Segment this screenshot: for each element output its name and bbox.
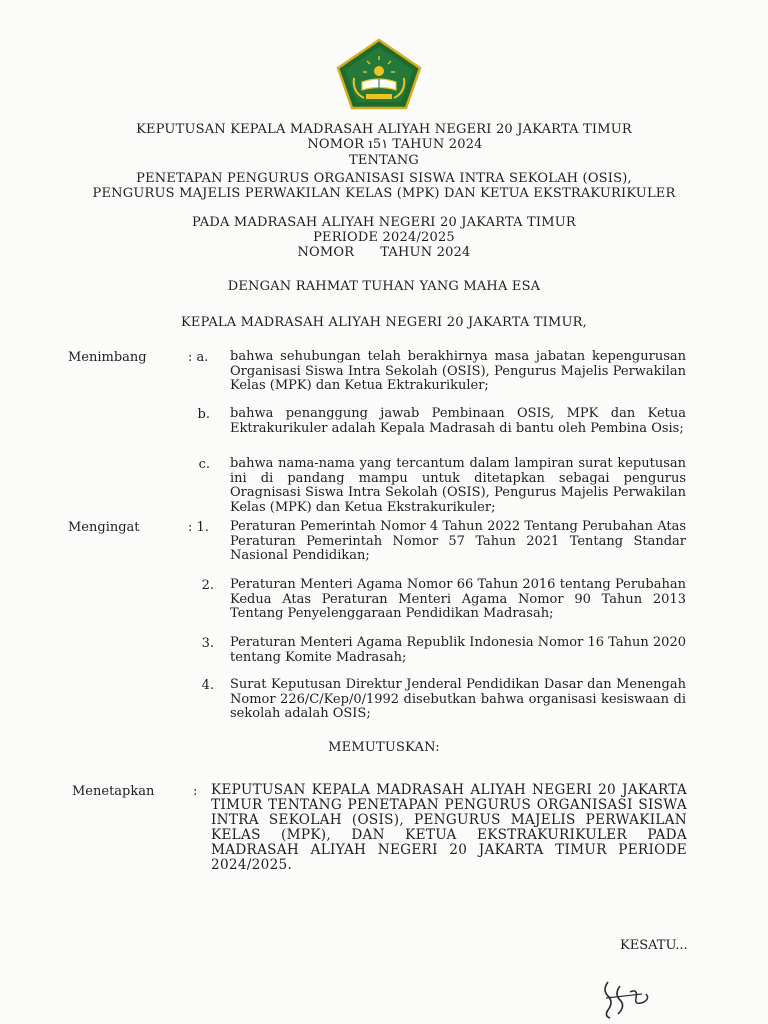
memutuskan-heading: MEMUTUSKAN: [328,740,440,755]
mengingat-marker-4: 4. [201,678,214,693]
number-line: NOMOR ı5١ TAHUN 2024 [307,137,483,152]
kemenag-emblem-icon [334,38,424,110]
subject-line-1: PENETAPAN PENGURUS ORGANISASI SISWA INTRA SEKOLAH (OSIS), [136,171,632,186]
mengingat-marker-3: 3. [201,636,214,651]
continuation-marker: KESATU... [620,938,688,953]
menimbang-item-a: bahwa sehubungan telah berakhirnya masa jabatan kepengurusan Organisasi Siswa Intra Sekolah (OSIS), Pengurus Majelis Perwakilan Kelas (MPK) dan Ketua Ektrakurikuler; [230,349,686,394]
institution-line: PADA MADRASAH ALIYAH NEGERI 20 JAKARTA TIMUR [192,215,576,230]
subject-line-2: PENGURUS MAJELIS PERWAKILAN KELAS (MPK) DAN KETUA EKSTRAKURIKULER [92,186,676,201]
authority-line: KEPALA MADRASAH ALIYAH NEGERI 20 JAKARTA TIMUR, [180,315,588,330]
menetapkan-text: KEPUTUSAN KEPALA MADRASAH ALIYAH NEGERI 20 JAKARTA TIMUR TENTANG PENETAPAN PENGURUS ORGANISASI SISWA INTRA SEKOLAH (OSIS), PENGURUS MAJELIS PERWAKILAN KELAS (MPK), DAN KETUA EKSTRAKURIKULER PADA MADRASAH ALIYAH NEGERI 20 JAKARTA TIMUR PERIODE 2024/2025. [211,782,687,873]
menimbang-marker-b: b. [197,407,210,422]
mengingat-colon: : 1. [188,520,209,535]
mengingat-label: Mengingat [68,520,140,535]
mengingat-item-3: Peraturan Menteri Agama Republik Indonesia Nomor 16 Tahun 2020 tentang Komite Madrasah; [230,635,686,665]
tentang-line: TENTANG [348,153,420,168]
mengingat-marker-2: 2. [201,578,214,593]
title-line: KEPUTUSAN KEPALA MADRASAH ALIYAH NEGERI 20 JAKARTA TIMUR [136,122,632,137]
mengingat-item-4: Surat Keputusan Direktur Jenderal Pendidikan Dasar dan Menengah Nomor 226/C/Kep/0/1992 disebutkan bahwa organisasi kesiswaan di sekolah adalah OSIS; [230,677,686,722]
menetapkan-label: Menetapkan [72,784,155,799]
mengingat-item-1: Peraturan Pemerintah Nomor 4 Tahun 2022 Tentang Perubahan Atas Peraturan Pemerintah Nomor 57 Tahun 2021 Tentang Standar Nasional Pendidikan; [230,519,686,564]
menimbang-colon: : a. [188,350,209,365]
paraf-signature-icon [598,978,668,1022]
mengingat-item-2: Peraturan Menteri Agama Nomor 66 Tahun 2016 tentang Perubahan Kedua Atas Peraturan Menteri Agama Nomor 90 Tahun 2013 Tentang Penyelenggaraan Pendidikan Madrasah; [230,577,686,622]
period-line: PERIODE 2024/2025 [313,230,455,245]
menimbang-marker-c: c. [198,457,210,472]
number-line-2: NOMOR TAHUN 2024 [297,245,471,260]
invocation-line: DENGAN RAHMAT TUHAN YANG MAHA ESA [227,279,541,294]
menimbang-item-b: bahwa penanggung jawab Pembinaan OSIS, MPK dan Ketua Ektrakurikuler adalah Kepala Madrasah di bantu oleh Pembina Osis; [230,406,686,436]
menimbang-item-c: bahwa nama-nama yang tercantum dalam lampiran surat keputusan ini di pandang mampu untuk ditetapkan sebagai pengurus Oragnisasi Siswa Intra Sekolah (OSIS), Pengurus Majelis Perwakilan Kelas (MPK) dan Ketua Ekstrakurikuler; [230,456,686,515]
menetapkan-colon: : [193,784,198,799]
menimbang-label: Menimbang [68,350,147,365]
